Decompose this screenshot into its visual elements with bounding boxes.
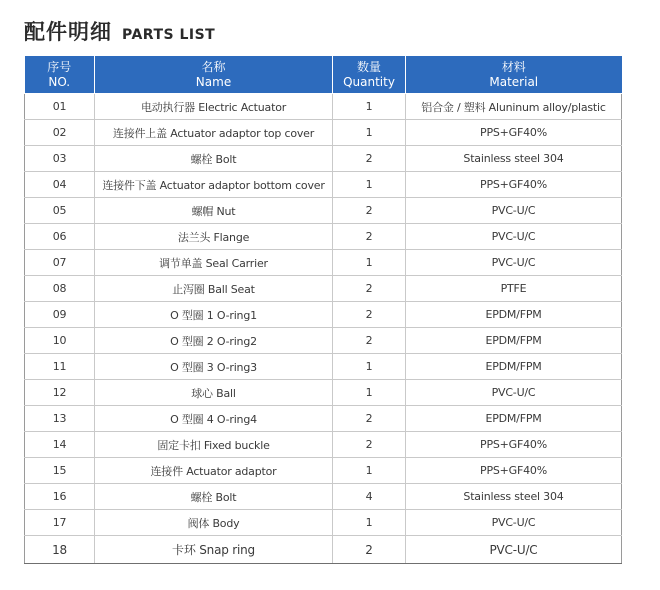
table-row [25, 198, 622, 224]
cell-quantity: 1 [333, 172, 406, 198]
cell-quantity: 2 [333, 432, 406, 458]
table-row [25, 380, 622, 406]
table-row [25, 146, 622, 172]
cell-name: O 型圈 4 O-ring4 [95, 406, 333, 432]
table-row [25, 510, 622, 536]
cell-quantity: 2 [333, 406, 406, 432]
parts-list-table [24, 56, 622, 564]
cell-quantity: 4 [333, 484, 406, 510]
cell-no: 05 [25, 198, 95, 224]
cell-name: 固定卡扣 Fixed buckle [95, 432, 333, 458]
cell-material: PPS+GF40% [406, 432, 622, 458]
table-row [25, 354, 622, 380]
cell-no: 15 [25, 458, 95, 484]
cell-name: 法兰头 Flange [95, 224, 333, 250]
cell-name: 电动执行器 Electric Actuator [95, 94, 333, 120]
cell-name: 螺帽 Nut [95, 198, 333, 224]
header-material-cn: 材料 [501, 59, 526, 74]
cell-quantity: 2 [333, 536, 406, 564]
cell-no: 01 [25, 94, 95, 120]
header-quantity-cn: 数量 [356, 59, 381, 74]
cell-quantity: 2 [333, 276, 406, 302]
table-row [25, 94, 622, 120]
cell-material: EPDM/FPM [406, 328, 622, 354]
table-row [25, 250, 622, 276]
cell-quantity: 2 [333, 198, 406, 224]
cell-material: PVC-U/C [406, 224, 622, 250]
cell-name: 阀体 Body [95, 510, 333, 536]
cell-quantity: 1 [333, 354, 406, 380]
table-row [25, 406, 622, 432]
header-quantity-en: Quantity [343, 74, 395, 89]
header-no-cn: 序号 [47, 59, 72, 74]
table-header-row [25, 56, 622, 94]
table-body [25, 94, 622, 564]
cell-no: 03 [25, 146, 95, 172]
cell-name: 球心 Ball [95, 380, 333, 406]
cell-name: 连接件下盖 Actuator adaptor bottom cover [95, 172, 333, 198]
page-title [24, 16, 215, 46]
cell-quantity: 2 [333, 146, 406, 172]
cell-name: O 型圈 3 O-ring3 [95, 354, 333, 380]
title-chinese: 配件明细 [24, 20, 112, 44]
header-no [25, 56, 95, 94]
table-row [25, 276, 622, 302]
cell-no: 07 [25, 250, 95, 276]
cell-name: 连接件上盖 Actuator adaptor top cover [95, 120, 333, 146]
table-row [25, 172, 622, 198]
cell-no: 06 [25, 224, 95, 250]
header-name-en: Name [195, 74, 232, 89]
cell-no: 14 [25, 432, 95, 458]
cell-quantity: 1 [333, 250, 406, 276]
header-no-en: NO. [48, 74, 71, 89]
cell-name: O 型圈 1 O-ring1 [95, 302, 333, 328]
cell-name: O 型圈 2 O-ring2 [95, 328, 333, 354]
cell-material: Stainless steel 304 [406, 146, 622, 172]
cell-name: 止泻圈 Ball Seat [95, 276, 333, 302]
cell-no: 13 [25, 406, 95, 432]
table-row [25, 458, 622, 484]
cell-quantity: 1 [333, 458, 406, 484]
cell-material: PVC-U/C [406, 536, 622, 564]
cell-material: PVC-U/C [406, 250, 622, 276]
cell-quantity: 1 [333, 510, 406, 536]
table-row [25, 432, 622, 458]
cell-quantity: 2 [333, 302, 406, 328]
table-row [25, 120, 622, 146]
cell-no: 12 [25, 380, 95, 406]
cell-material: PVC-U/C [406, 198, 622, 224]
header-name-cn: 名称 [201, 59, 226, 74]
table-row [25, 484, 622, 510]
cell-material: PPS+GF40% [406, 172, 622, 198]
cell-name: 卡环 Snap ring [95, 536, 333, 564]
table-row [25, 224, 622, 250]
table-row [25, 536, 622, 564]
cell-material: PVC-U/C [406, 380, 622, 406]
table-row [25, 302, 622, 328]
table-row [25, 328, 622, 354]
cell-no: 16 [25, 484, 95, 510]
cell-no: 10 [25, 328, 95, 354]
cell-material: PTFE [406, 276, 622, 302]
cell-name: 调节单盖 Seal Carrier [95, 250, 333, 276]
cell-no: 17 [25, 510, 95, 536]
header-material-en: Material [489, 74, 539, 89]
cell-no: 04 [25, 172, 95, 198]
cell-no: 08 [25, 276, 95, 302]
cell-material: EPDM/FPM [406, 302, 622, 328]
header-name [95, 56, 333, 94]
cell-no: 11 [25, 354, 95, 380]
cell-quantity: 1 [333, 94, 406, 120]
header-quantity [333, 56, 406, 94]
cell-material: EPDM/FPM [406, 406, 622, 432]
cell-no: 18 [25, 536, 95, 564]
cell-quantity: 2 [333, 224, 406, 250]
cell-material: EPDM/FPM [406, 354, 622, 380]
cell-material: PPS+GF40% [406, 458, 622, 484]
header-material [406, 56, 622, 94]
cell-name: 螺栓 Bolt [95, 146, 333, 172]
cell-name: 连接件 Actuator adaptor [95, 458, 333, 484]
title-english: PARTS LIST [122, 27, 216, 43]
cell-material: Stainless steel 304 [406, 484, 622, 510]
cell-no: 09 [25, 302, 95, 328]
cell-material: 铝合金 / 塑料 Aluninum alloy/plastic [406, 94, 622, 120]
cell-quantity: 1 [333, 380, 406, 406]
cell-material: PVC-U/C [406, 510, 622, 536]
cell-quantity: 2 [333, 328, 406, 354]
cell-material: PPS+GF40% [406, 120, 622, 146]
cell-name: 螺栓 Bolt [95, 484, 333, 510]
cell-no: 02 [25, 120, 95, 146]
cell-quantity: 1 [333, 120, 406, 146]
